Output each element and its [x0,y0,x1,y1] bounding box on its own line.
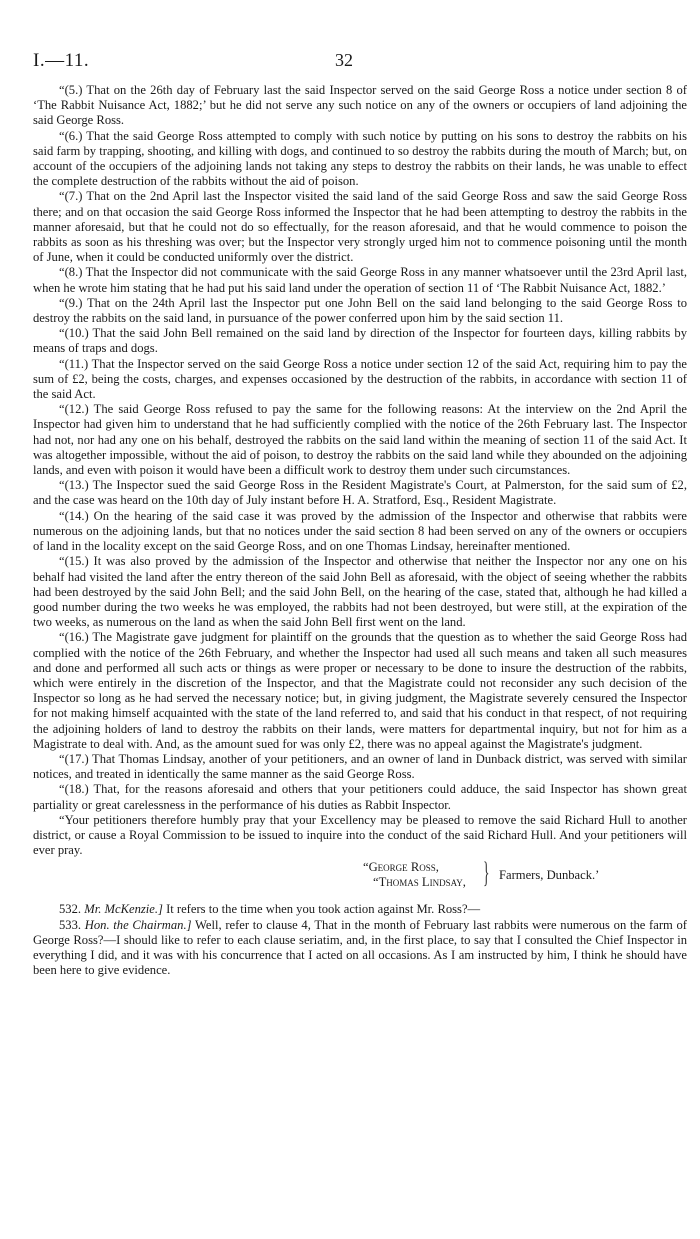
paragraph-17: “(17.) That Thomas Lindsay, another of your petitioners, and an owner of land in Dunback district, was served with similar notices, and treated in identically the same manner as the said George Ross. [33,751,687,782]
document-body [33,83,687,978]
question-number: 533. [59,917,82,932]
question-number: 532. [59,902,82,917]
paragraph-12: “(12.) The said George Ross refused to pay the same for the following reasons: At the interview on the 2nd April the Inspector had given him to understand that he had sufficiently complied with the notice of the 26th February last. The Inspector had not, nor had any one on his behalf, destroyed the rabbits on the said land within the meaning of section 11 of the said Act. It was altogether impossible, without the aid of poison, to destroy the rabbits on the said land while they abounded on the adjoining lands, and even with poison it would have been a difficult work to destroy them under such circumstances. [33,402,687,478]
signature-block [33,856,687,896]
question-533 [33,918,687,979]
question-532 [33,902,687,917]
signature-brace: } [483,856,490,890]
paragraph-9: “(9.) That on the 24th April last the Inspector put one John Bell on the said land belonging to the said George Ross to destroy the rabbits on the said land, in pursuance of the power conferred upon him by the said section 11. [33,295,687,326]
paragraph-5: “(5.) That on the 26th day of February last the said Inspector served on the said George Ross a notice under section 8 of ‘The Rabbit Nuisance Act, 1882;’ but he did not serve any such notice on any of the owners or occupiers of land adjoining the said George Ross. [33,83,687,128]
paragraph-14: “(14.) On the hearing of the said case it was proved by the admission of the Inspector and otherwise that rabbits were numerous on the adjoining lands, but that no notices under the said section 8 had been served on any of the owners or occupiers of land in the locality except on the said George Ross, and on one Thomas Lindsay, hereinafter mentioned. [33,508,687,554]
question-text: Well, refer to clause 4, That in the month of February last rabbits were numerous on the farm of George Ross?—I should like to refer to each clause seriatim, and, in the first place, to say that I consulted the Chief Inspector in everything I did, and it was with his concurrence that I acted on all occasions. As I am instructed by him, I think he should have been here to give evidence. [33,917,688,978]
signatory-george-ross: “George Ross, [363,860,439,875]
paragraph-11: “(11.) That the Inspector served on the said George Ross a notice under section 12 of the said Act, requiring him to pay the sum of £2, being the costs, charges, and expenses occasioned by the destruction of the rabbits, in accordance with section 11 of the said Act. [33,356,687,402]
paragraph-7: “(7.) That on the 2nd April last the Inspector visited the said land of the said George Ross and saw the said George Ross there; and on that occasion the said George Ross informed the Inspector that he had been attempting to destroy the rabbits in the manner aforesaid, but that he could not do so effectually, for the reason aforesaid, and that he would commence to poison the rabbits as soon as his threshing was over; but the Inspector very strongly urged him not to commence poisoning until the month of June, when it could be conducted uniformly over the district. [33,189,687,265]
paragraph-18: “(18.) That, for the reasons aforesaid and others that your petitioners could adduce, the said Inspector has shown great partiality or great carelessness in the performance of his duties as Rabbit Inspector. [33,782,687,812]
paragraph-13: “(13.) The Inspector sued the said George Ross in the Resident Magistrate's Court, at Palmerston, for the said sum of £2, and the case was heard on the 10th day of July instant before H. A. Stratford, Esq., Resident Magistrate. [33,478,687,508]
question-text: It refers to the time when you took action against Mr. Ross?— [166,902,481,917]
paragraph-8: “(8.) That the Inspector did not communicate with the said George Ross in any manner whatsoever until the 23rd April last, when he wrote him stating that he had put his said land under the operation of section 11 of ‘The Rabbit Nuisance Act, 1882.’ [33,265,687,295]
speaker: Hon. the Chairman.] [84,917,192,932]
paragraph-6: “(6.) That the said George Ross attempted to comply with such notice by putting on his sons to destroy the rabbits on his said farm by trapping, shooting, and killing with dogs, and continued to so destroy the rabbits during the mouth of March; but, on account of the occupiers of the adjoining lands not taking any steps to destroy the rabbits on their lands, he was unable to effect the complete destruction of the rabbits without the aid of poison. [33,128,687,189]
document-reference: I.—11. [33,50,90,71]
page-number: 32 [335,50,353,70]
paragraph-15: “(15.) It was also proved by the admission of the Inspector and otherwise that neither the Inspector nor any one on his behalf had visited the land after the entry thereon of the said John Bell as aforesaid, with the object of seeing whether the rabbits had been destroyed by the said John Bell; and the said John Bell, on the hearing of the case, stated that, although he had killed a good number during the two weeks he was employed, the rabbits had not been destroyed, but were still, at the expiration of the two weeks, as numerous on the land as when the said John Bell first went on the land. [33,554,687,630]
signatory-names [363,860,466,890]
paragraph-10: “(10.) That the said John Bell remained on the said land by direction of the Inspector for fourteen days, killing rabbits by means of traps and dogs. [33,326,687,356]
signatory-thomas-lindsay: “Thomas Lindsay, [373,875,466,890]
speaker: Mr. McKenzie.] [84,902,163,917]
paragraph-16: “(16.) The Magistrate gave judgment for plaintiff on the grounds that the question as to whether the said George Ross had complied with the notice of the 26th February, and whether the Inspector had used all such means and taken all such measures and done and performed all such acts or things as were proper or necessary to be done to insure the destruction of the rabbits, which were entirely in the discretion of the Inspector, and that the Magistrate could not reconsider any such decision of the Inspector so long as he had served the necessary notice; but, in giving judgment, the Magistrate severely censured the Inspector for not making himself acquainted with the state of the land referred to, and said that his conduct in that respect, of not requiring the adjoining holders of land to destroy the rabbits on their lands, were matters for departmental inquiry, but not for him as a Magistrate to deal with. And, as the amount sued for was only £2, there was no appeal against the Magistrate's judgment. [33,630,687,751]
signatory-occupation: Farmers, Dunback.’ [499,868,600,883]
prayer-paragraph: “Your petitioners therefore humbly pray that your Excellency may be pleased to remove the said Richard Hull to another district, or cause a Royal Commission to be issued to inquire into the conduct of the said Richard Hull. And your petitioners will ever pray. [33,812,687,858]
